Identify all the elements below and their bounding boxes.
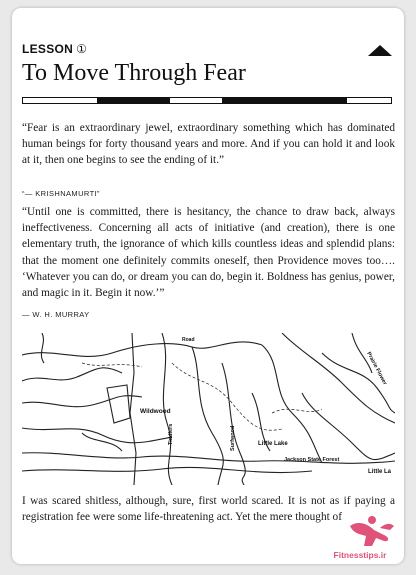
map-label-road: Road [182,337,195,343]
map-road [41,333,44,363]
map-label-tiddlers: Tiddlers [168,423,174,445]
watermark-text: Fitnesstips.ir [333,550,387,560]
map-road [107,385,130,423]
progress-segment [347,98,391,103]
map-road [192,347,223,485]
map-road [22,396,142,407]
lesson-label [22,42,87,56]
fitnesstips-watermark [320,506,400,562]
attribution-krishnamurti: “— KRISHNAMURTI” [22,189,100,198]
lesson-progress-bar [22,97,392,104]
map-trail [172,363,282,430]
progress-segment [97,98,171,103]
map-label-little-la: Little La [368,469,392,475]
map-label-little-lake: Little Lake [258,441,288,447]
map-label-wildwood: Wildwood [140,408,171,415]
map-road [22,342,262,356]
quote-krishnamurti: “Fear is an extraordinary jewel, extraordinary something which has dominated human beings for forty thousand years and more. And if you can hold it and look at it, then one begins to see the ending of it.” [22,122,395,167]
map-label-jackson-state-forest: Jackson State Forest [284,457,340,463]
lesson-number: ① [76,42,88,56]
map-label-surfwood: Surfwood [230,425,236,451]
map-road [22,467,312,472]
area-map [22,333,395,485]
progress-segment [222,98,347,103]
lesson-title: To Move Through Fear [22,60,246,86]
map-road [130,333,136,485]
map-road [222,363,245,485]
progress-segment [23,98,97,103]
progress-segment [170,98,222,103]
map-label-prairie-flower: Prairie Flower [365,351,388,387]
collapse-triangle-icon[interactable] [368,45,392,56]
quote-murray: “Until one is committed, there is hesitancy, the chance to draw back, always ineffectiveness. Concerning all acts of initiative (and creation), there is one elementary truth, the ignorance of which kills countless ideas and splendid plans: that the moment one definitely commits oneself, then Providence moves too…. ‘Whatever you can do, or dream you can do, begin it. Boldness has genius, power, and magic in it. Begin it now.’” [22,206,395,300]
lesson-label-text: LESSON [22,42,74,56]
body-text: I was scared shitless, although, sure, first world scared. It is not as if paying a registration fee were some life-threatening act. Yet the mere thought of [22,495,395,524]
lesson-card [12,8,404,564]
map-road [82,433,122,451]
map-road [22,368,122,381]
attribution-murray: — W. H. MURRAY [22,310,90,319]
watermark-figure-icon [350,516,394,546]
